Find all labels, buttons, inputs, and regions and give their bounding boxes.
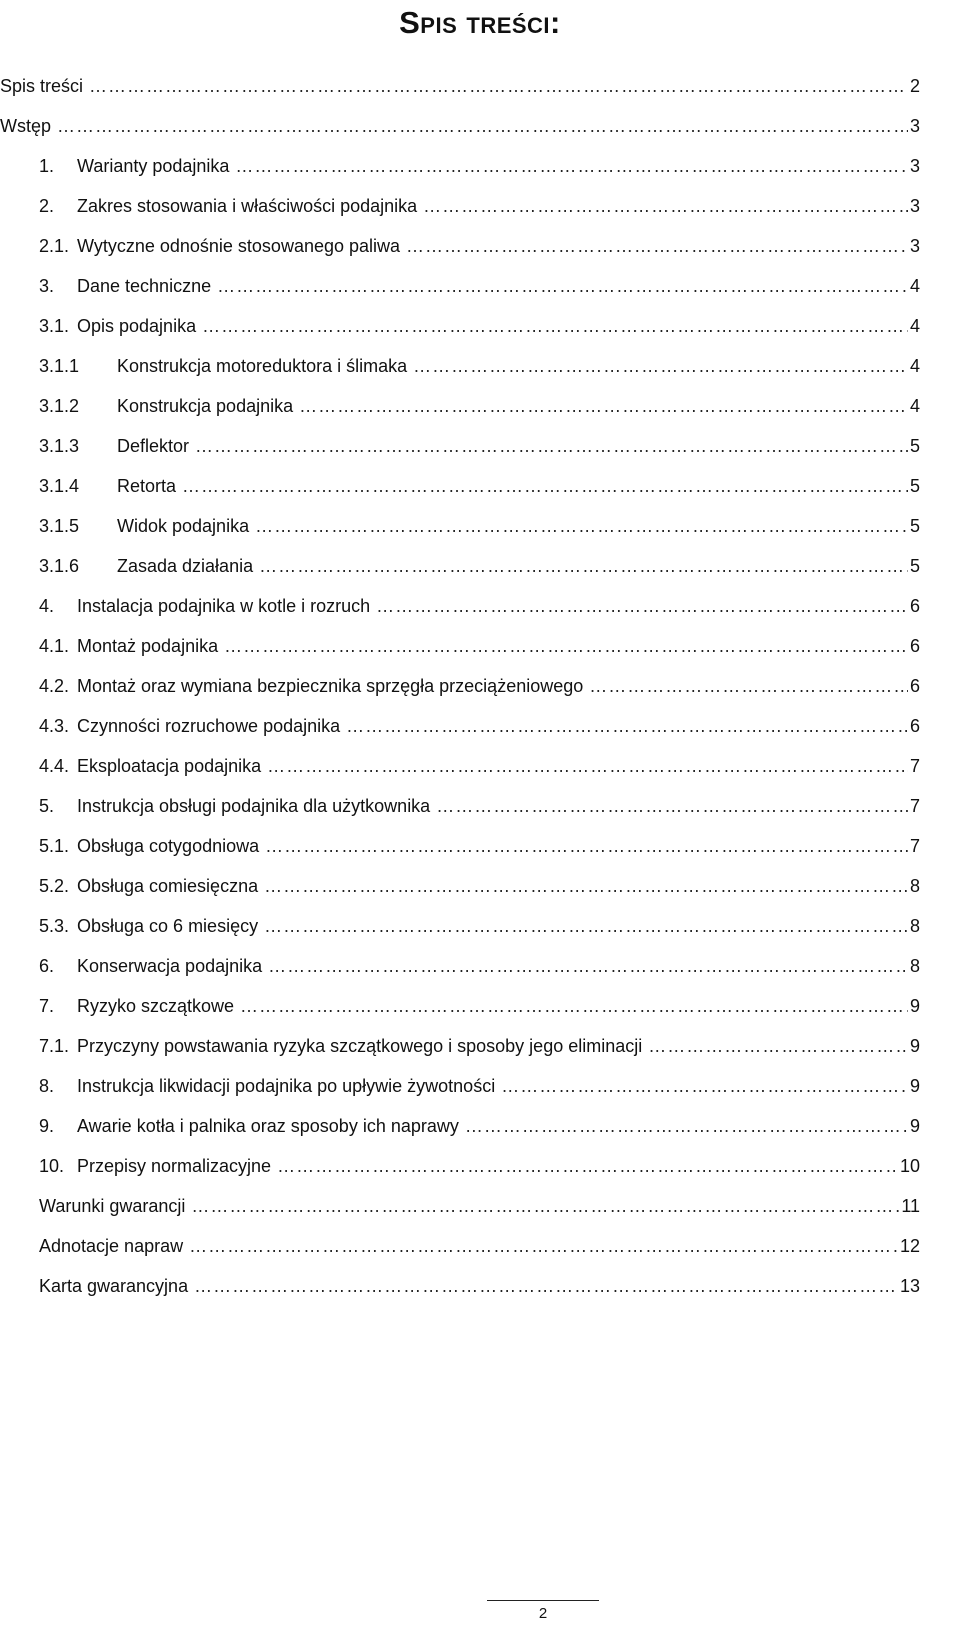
toc-entry-page: 5 xyxy=(909,475,920,496)
toc-entry-page: 7 xyxy=(909,835,920,856)
footer-rule xyxy=(487,1600,599,1601)
toc-entry-label: Karta gwarancyjna xyxy=(39,1275,189,1296)
toc-entry[interactable] xyxy=(0,306,960,346)
toc-entry[interactable] xyxy=(0,906,960,946)
toc-entry-label: Wstęp xyxy=(0,115,52,136)
toc-entry-page: 7 xyxy=(909,755,920,776)
toc-entry-number: 3. xyxy=(39,275,55,296)
toc-entry-page: 9 xyxy=(909,995,920,1016)
toc-entry-number: 2.1. xyxy=(39,235,70,256)
toc-entry-page: 5 xyxy=(909,515,920,536)
toc-entry-page: 6 xyxy=(909,675,920,696)
toc-dot-leader xyxy=(259,556,908,577)
toc-dot-leader xyxy=(423,196,908,217)
toc-dot-leader xyxy=(376,596,908,617)
toc-entry-number: 7.1. xyxy=(39,1035,70,1056)
toc-entry-label: Obsługa cotygodniowa xyxy=(77,835,260,856)
toc-entry-number: 3.1.4 xyxy=(39,475,80,496)
toc-entry[interactable] xyxy=(0,946,960,986)
toc-entry-page: 13 xyxy=(899,1275,920,1296)
toc-dot-leader xyxy=(235,156,908,177)
toc-entry-page: 6 xyxy=(909,635,920,656)
toc-entry-label: Montaż oraz wymiana bezpiecznika sprzęgła przeciążeniowego xyxy=(77,675,584,696)
toc-entry-page: 6 xyxy=(909,715,920,736)
toc-entry-page: 8 xyxy=(909,875,920,896)
toc-dot-leader xyxy=(465,1116,908,1137)
toc-entry-label: Przepisy normalizacyjne xyxy=(77,1155,272,1176)
toc-entry-page: 3 xyxy=(909,115,920,136)
toc-entry-page: 3 xyxy=(909,155,920,176)
toc-entry[interactable] xyxy=(0,66,960,106)
toc-dot-leader xyxy=(267,756,908,777)
toc-entry-number: 4.4. xyxy=(39,755,70,776)
toc-dot-leader xyxy=(589,676,908,697)
toc-dot-leader xyxy=(648,1036,908,1057)
toc-entry-number: 4.1. xyxy=(39,635,70,656)
toc-entry-label: Obsługa co 6 miesięcy xyxy=(77,915,259,936)
toc-entry-label: Instrukcja obsługi podajnika dla użytkownika xyxy=(77,795,431,816)
toc-entry[interactable] xyxy=(0,626,960,666)
toc-entry-label: Warianty podajnika xyxy=(77,155,230,176)
toc-entry-page: 6 xyxy=(909,595,920,616)
toc-entry-number: 3.1.2 xyxy=(39,395,80,416)
toc-entry-page: 2 xyxy=(909,75,920,96)
toc-entry-number: 3.1.3 xyxy=(39,435,80,456)
toc-entry[interactable] xyxy=(0,466,960,506)
toc-entry-page: 10 xyxy=(899,1155,920,1176)
toc-entry-page: 5 xyxy=(909,555,920,576)
toc-entry-page: 4 xyxy=(909,275,920,296)
toc-dot-leader xyxy=(299,396,908,417)
toc-dot-leader xyxy=(202,316,908,337)
toc-entry-label: Warunki gwarancji xyxy=(39,1195,186,1216)
toc-entry[interactable] xyxy=(0,186,960,226)
toc-entry[interactable] xyxy=(0,586,960,626)
toc-dot-leader xyxy=(255,516,908,537)
toc-entry-number: 10. xyxy=(39,1155,65,1176)
toc-entry-page: 3 xyxy=(909,195,920,216)
toc-entry-page: 4 xyxy=(909,315,920,336)
toc-entry-number: 5. xyxy=(39,795,55,816)
toc-entry[interactable] xyxy=(0,346,960,386)
toc-entry-page: 11 xyxy=(901,1195,920,1216)
toc-entry-number: 3.1. xyxy=(39,315,70,336)
toc-entry[interactable] xyxy=(0,426,960,466)
toc-dot-leader xyxy=(346,716,908,737)
toc-entry[interactable] xyxy=(0,1106,960,1146)
toc-entry-number: 4.2. xyxy=(39,675,70,696)
toc-entry-page: 9 xyxy=(909,1115,920,1136)
toc-dot-leader xyxy=(264,876,908,897)
toc-dot-leader xyxy=(194,1276,898,1297)
toc-entry-label: Konstrukcja motoreduktora i ślimaka xyxy=(117,355,408,376)
toc-entry-label: Instrukcja likwidacji podajnika po upływie żywotności xyxy=(77,1075,496,1096)
toc-entry[interactable] xyxy=(0,266,960,306)
toc-entry-page: 7 xyxy=(909,795,920,816)
table-of-contents xyxy=(0,66,960,1306)
toc-entry-number: 7. xyxy=(39,995,55,1016)
toc-entry[interactable] xyxy=(0,986,960,1026)
toc-entry-number: 1. xyxy=(39,155,55,176)
toc-entry-number: 9. xyxy=(39,1115,55,1136)
toc-entry-label: Konstrukcja podajnika xyxy=(117,395,294,416)
toc-entry-number: 4. xyxy=(39,595,55,616)
toc-entry[interactable] xyxy=(0,1026,960,1066)
toc-dot-leader xyxy=(195,436,908,457)
toc-entry[interactable] xyxy=(0,786,960,826)
toc-entry-label: Retorta xyxy=(117,475,177,496)
toc-dot-leader xyxy=(191,1196,899,1217)
toc-entry-page: 9 xyxy=(909,1075,920,1096)
toc-entry-number: 5.1. xyxy=(39,835,70,856)
toc-entry[interactable] xyxy=(0,386,960,426)
toc-entry-label: Opis podajnika xyxy=(77,315,197,336)
toc-dot-leader xyxy=(264,916,908,937)
toc-entry-page: 8 xyxy=(909,955,920,976)
toc-dot-leader xyxy=(240,996,908,1017)
toc-entry-label: Widok podajnika xyxy=(117,515,250,536)
toc-dot-leader xyxy=(224,636,908,657)
toc-entry-number: 3.1.5 xyxy=(39,515,80,536)
toc-entry-page: 8 xyxy=(909,915,920,936)
toc-entry-number: 4.3. xyxy=(39,715,70,736)
toc-entry[interactable] xyxy=(0,706,960,746)
toc-dot-leader xyxy=(277,1156,898,1177)
toc-entry-label: Montaż podajnika xyxy=(77,635,219,656)
toc-dot-leader xyxy=(182,476,908,497)
toc-entry-number: 2. xyxy=(39,195,55,216)
toc-entry-label: Zasada działania xyxy=(117,555,254,576)
toc-entry-number: 8. xyxy=(39,1075,55,1096)
toc-entry-label: Wytyczne odnośnie stosowanego paliwa xyxy=(77,235,401,256)
toc-entry-page: 4 xyxy=(909,355,920,376)
toc-entry-label: Adnotacje napraw xyxy=(39,1235,184,1256)
toc-entry-label: Zakres stosowania i właściwości podajnika xyxy=(77,195,418,216)
toc-entry-label: Konserwacja podajnika xyxy=(77,955,263,976)
toc-dot-leader xyxy=(265,836,908,857)
toc-entry-page: 12 xyxy=(899,1235,920,1256)
toc-entry[interactable] xyxy=(0,1266,960,1306)
toc-entry[interactable] xyxy=(0,1066,960,1106)
toc-dot-leader xyxy=(57,116,908,137)
toc-entry[interactable] xyxy=(0,1226,960,1266)
toc-entry-number: 6. xyxy=(39,955,55,976)
toc-entry[interactable] xyxy=(0,146,960,186)
toc-dot-leader xyxy=(217,276,908,297)
toc-entry-label: Deflektor xyxy=(117,435,190,456)
toc-entry-number: 5.3. xyxy=(39,915,70,936)
toc-entry[interactable] xyxy=(0,546,960,586)
toc-entry[interactable] xyxy=(0,746,960,786)
toc-entry[interactable] xyxy=(0,506,960,546)
toc-entry-label: Przyczyny powstawania ryzyka szczątkowego i sposoby jego eliminacji xyxy=(77,1035,643,1056)
toc-dot-leader xyxy=(436,796,908,817)
toc-entry[interactable] xyxy=(0,866,960,906)
toc-dot-leader xyxy=(406,236,908,257)
toc-entry[interactable] xyxy=(0,106,960,146)
toc-entry[interactable] xyxy=(0,226,960,266)
toc-entry[interactable] xyxy=(0,666,960,706)
toc-entry-page: 4 xyxy=(909,395,920,416)
toc-entry-label: Awarie kotła i palnika oraz sposoby ich naprawy xyxy=(77,1115,459,1136)
toc-entry-label: Dane techniczne xyxy=(77,275,212,296)
footer-page-number: 2 xyxy=(538,1605,548,1622)
toc-dot-leader xyxy=(413,356,908,377)
toc-entry[interactable] xyxy=(0,1186,960,1226)
toc-entry[interactable] xyxy=(0,1146,960,1186)
toc-entry-number: 3.1.6 xyxy=(39,555,80,576)
toc-entry-page: 5 xyxy=(909,435,920,456)
toc-entry-label: Ryzyko szczątkowe xyxy=(77,995,235,1016)
toc-entry-page: 3 xyxy=(909,235,920,256)
toc-dot-leader xyxy=(189,1236,898,1257)
toc-entry-label: Czynności rozruchowe podajnika xyxy=(77,715,341,736)
toc-entry[interactable] xyxy=(0,826,960,866)
toc-dot-leader xyxy=(268,956,908,977)
toc-entry-page: 9 xyxy=(909,1035,920,1056)
toc-dot-leader xyxy=(89,76,908,97)
toc-entry-number: 5.2. xyxy=(39,875,70,896)
toc-dot-leader xyxy=(501,1076,908,1097)
toc-entry-label: Spis treści xyxy=(0,75,84,96)
toc-entry-label: Instalacja podajnika w kotle i rozruch xyxy=(77,595,371,616)
page-title: Spis treści: xyxy=(399,5,561,40)
toc-entry-label: Obsługa comiesięczna xyxy=(77,875,259,896)
toc-entry-number: 3.1.1 xyxy=(39,355,80,376)
toc-entry-label: Eksploatacja podajnika xyxy=(77,755,262,776)
